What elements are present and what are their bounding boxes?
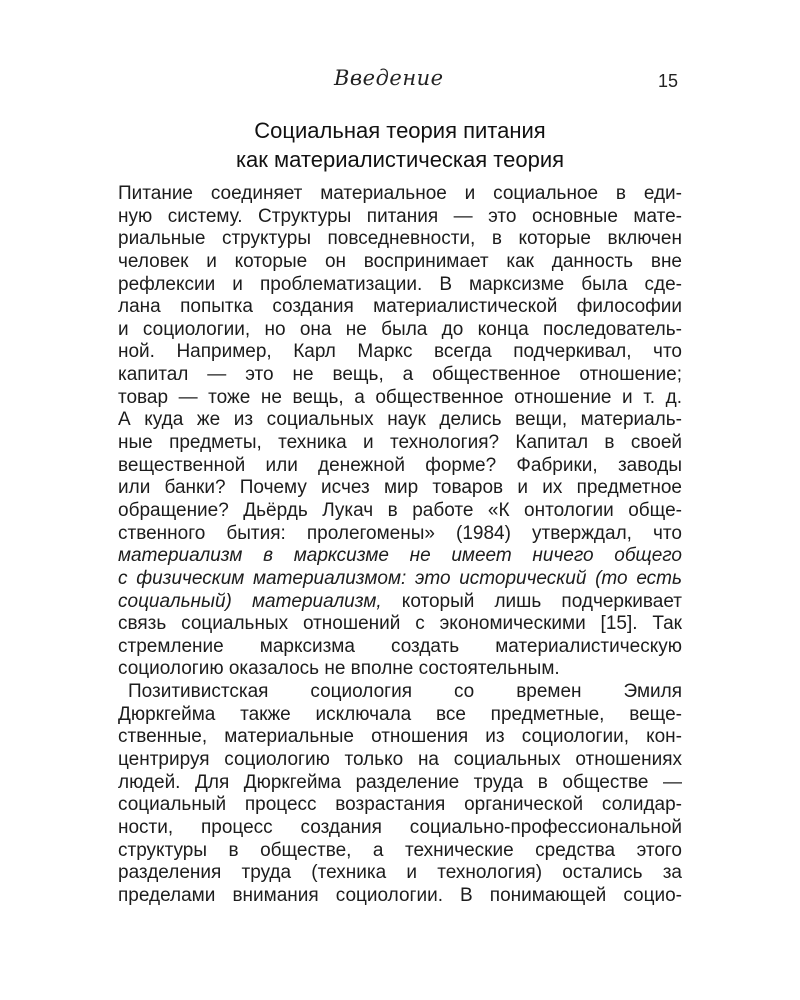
paragraph-last-line: социологию оказалось не вполне состоятельным.	[118, 658, 560, 680]
section-title-line-1: Социальная теория питания	[254, 118, 546, 143]
text-line: риальные структуры повседневности, в которые включен	[118, 228, 682, 250]
text-line: ности, процесс создания социально-профессиональной	[118, 816, 682, 838]
text-line: вещественной или денежной форме? Фабрики, заводы	[118, 454, 682, 476]
text-line: Дюркгейма также исключала все предметные, веще-	[118, 703, 682, 725]
section-title-line-2: как материалистическая теория	[235, 147, 565, 172]
text-line: капитал — это не вещь, а общественное отношение;	[118, 364, 682, 386]
text-line: лана попытка создания материалистической философии	[118, 296, 682, 318]
regular-phrase: который лишь подчеркивает	[381, 590, 682, 612]
paragraph-first-line: Позитивистская социология со времен Эмиля	[128, 681, 682, 703]
text-line: ственные, материальные отношения из социологии, кон-	[118, 726, 682, 748]
page-number: 15	[658, 71, 679, 91]
text-line: ной. Например, Карл Маркс всегда подчеркивал, что	[118, 341, 682, 363]
text-line: пределами внимания социологии. В понимающей социо-	[118, 884, 682, 906]
text-line: центрируя социологию только на социальных отношениях	[118, 749, 682, 771]
text-line: человек и которые он воспринимает как данность вне	[118, 250, 682, 272]
text-line: структуры в обществе, а технические средства этого	[118, 839, 682, 861]
text-line: разделения труда (техника и технология) остались за	[118, 862, 682, 884]
running-head: Введение	[334, 66, 444, 90]
text-line: ные предметы, техника и технология? Капитал в своей	[118, 432, 682, 454]
text-line: или банки? Почему исчез мир товаров и их предметное	[118, 477, 682, 499]
text-line: связь социальных отношений с экономическими [15]. Так	[118, 613, 682, 635]
text-line: обращение? Дьёрдь Лукач в работе «К онтологии обще-	[118, 499, 682, 521]
text-line: Питание соединяет материальное и социальное в еди-	[118, 183, 682, 204]
text-line: стремление марксизма создать материалистическую	[118, 635, 682, 657]
text-line: А куда же из социальных наук делись вещи, материаль-	[118, 409, 682, 431]
italic-text-line: материализм в марксизме не имеет ничего общего	[118, 545, 682, 567]
text-line: и социологии, но она не была до конца последователь-	[118, 318, 682, 340]
mixed-text-line	[118, 591, 682, 614]
text-line: рефлексии и проблематизации. В марксизме была сде-	[118, 273, 682, 295]
text-line: ную систему. Структуры питания — это основные мате-	[118, 205, 682, 227]
section-title	[0, 116, 800, 174]
text-line: товар — тоже не вещь, а общественное отношение и т. д.	[118, 386, 682, 408]
text-line: ственного бытия: пролегомены» (1984) утверждал, что	[118, 522, 682, 544]
text-line: людей. Для Дюркгейма разделение труда в обществе —	[118, 771, 682, 793]
italic-text-line: с физическим материализмом: это исторический (то есть	[118, 567, 682, 589]
italic-phrase: социальный) материализм,	[118, 590, 382, 612]
text-line: социальный процесс возрастания органической солидар-	[118, 794, 682, 816]
body-text	[118, 183, 682, 908]
